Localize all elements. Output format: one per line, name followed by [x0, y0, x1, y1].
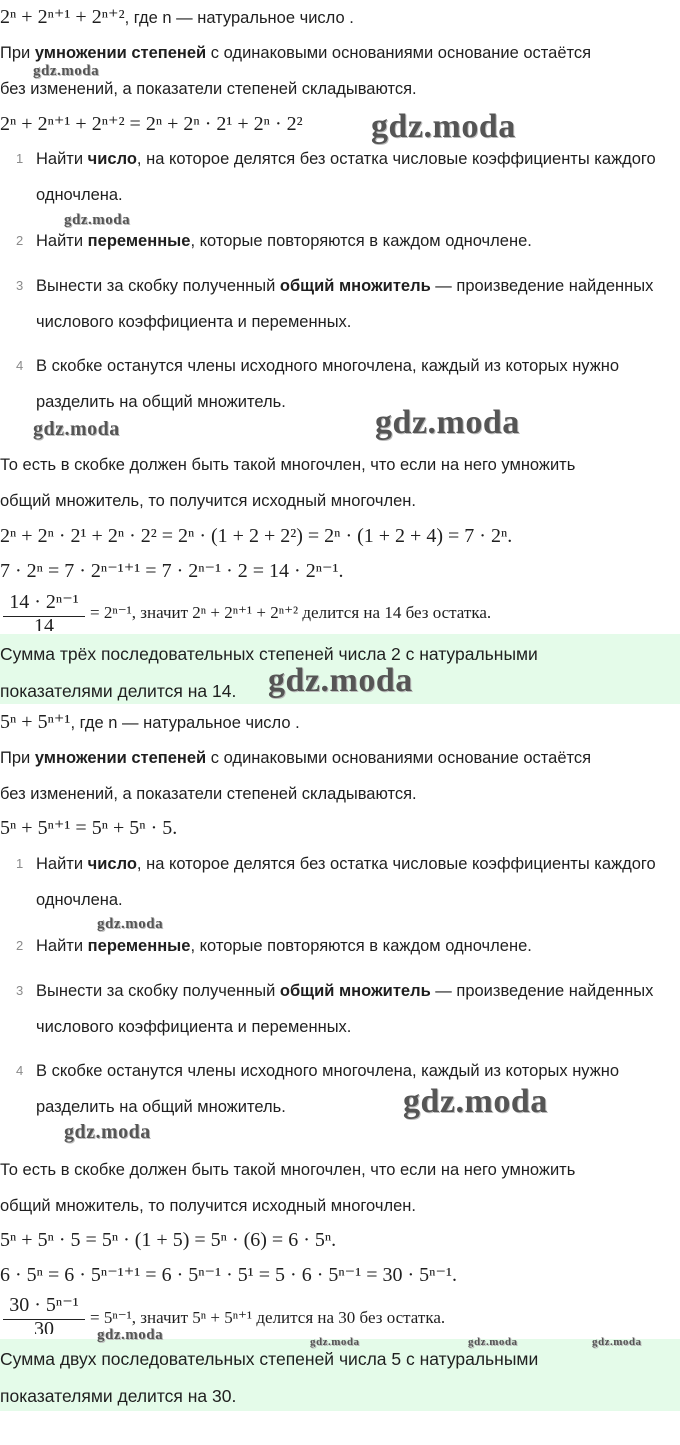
step-text: В скобке останутся члены исходного многочлена, каждый из которых нужно разделить на общий множитель.: [36, 357, 620, 411]
equation-1-2: 2ⁿ + 2ⁿ · 2¹ + 2ⁿ · 2² = 2ⁿ · (1 + 2 + 2²) = 2ⁿ · (1 + 2 + 4) = 7 · 2ⁿ.: [0, 525, 513, 547]
rule-pre: При: [0, 749, 35, 767]
equation-2-3: 6 · 5ⁿ = 6 · 5ⁿ⁻¹⁺¹ = 6 · 5ⁿ⁻¹ · 5¹ = 5 · 6 · 5ⁿ⁻¹ = 30 · 5ⁿ⁻¹.: [0, 1264, 457, 1286]
rule-line-1b: [0, 747, 680, 769]
watermark: gdz.moda: [592, 1336, 642, 1348]
step-text: В скобке останутся члены исходного многочлена, каждый из которых нужно разделить на общий множитель.: [36, 1062, 620, 1116]
fraction-denominator: 30: [34, 1322, 54, 1334]
rule-line-2: без изменений, а показатели степеней складываются.: [0, 80, 417, 98]
rule-post: с одинаковыми основаниями основание остаётся: [206, 749, 592, 767]
fraction-2: [3, 1292, 85, 1334]
rule-bold: умножении степеней: [34, 44, 207, 62]
step-text: Вынести за скобку полученный общий множитель — произведение найденных числового коэффициента и переменных.: [36, 277, 654, 331]
watermark: gdz.moda: [403, 1083, 548, 1120]
watermark: gdz.moda: [268, 662, 413, 699]
statement-1: [0, 6, 680, 29]
explain-line-2: общий множитель, то получится исходный многочлен.: [0, 492, 416, 510]
step-text: Найти число, на которое делятся без остатка числовые коэффициенты каждого одночлена.: [36, 855, 656, 909]
step-text: Найти переменные, которые повторяются в каждом одночлене.: [36, 232, 532, 250]
step-number: 3: [16, 983, 24, 998]
explain-line-2b: общий множитель, то получится исходный многочлен.: [0, 1197, 416, 1215]
step-text: Найти переменные, которые повторяются в каждом одночлене.: [36, 937, 532, 955]
watermark: gdz.moda: [310, 1336, 360, 1348]
watermark: gdz.moda: [64, 212, 131, 228]
fraction-2-tail: = 5ⁿ⁻¹, значит 5ⁿ + 5ⁿ⁺¹ делится на 30 без остатка.: [90, 1308, 446, 1327]
explain-line-1: То есть в скобке должен быть такой многочлен, что если на него умножить: [0, 456, 576, 474]
statement-1-math: 2ⁿ + 2ⁿ⁺¹ + 2ⁿ⁺²: [0, 6, 125, 28]
fraction-1-tail: = 2ⁿ⁻¹, значит 2ⁿ + 2ⁿ⁺¹ + 2ⁿ⁺² делится на 14 без остатка.: [90, 603, 492, 622]
equation-1-3: 7 · 2ⁿ = 7 · 2ⁿ⁻¹⁺¹ = 7 · 2ⁿ⁻¹ · 2 = 14 · 2ⁿ⁻¹.: [0, 560, 344, 582]
fraction-1: [3, 589, 85, 631]
watermark: gdz.moda: [375, 404, 520, 441]
explain-line-1b: То есть в скобке должен быть такой многочлен, что если на него умножить: [0, 1161, 576, 1179]
step-text: Вынести за скобку полученный общий множитель — произведение найденных числового коэффициента и переменных.: [36, 982, 654, 1036]
statement-1-text: , где n — натуральное число .: [124, 9, 354, 27]
conclusion-1-line-1: Сумма трёх последовательных степеней числа 2 с натуральными: [0, 644, 538, 664]
step-number: 1: [16, 151, 24, 166]
rule-pre: При: [0, 44, 35, 62]
conclusion-2-line-1: Сумма двух последовательных степеней числа 5 с натуральными: [0, 1349, 539, 1369]
equation-2-2: 5ⁿ + 5ⁿ · 5 = 5ⁿ · (1 + 5) = 5ⁿ · (6) = 6 · 5ⁿ.: [0, 1229, 337, 1251]
conclusion-1-line-2: показателями делится на 14.: [0, 681, 237, 701]
rule-bold: умножении степеней: [34, 749, 207, 767]
fraction-numerator: 30 · 5ⁿ⁻¹: [9, 1294, 79, 1316]
step-number: 3: [16, 278, 24, 293]
fraction-denominator: 14: [34, 619, 54, 631]
watermark: gdz.moda: [468, 1336, 518, 1348]
watermark: gdz.moda: [97, 916, 164, 932]
statement-2-math: 5ⁿ + 5ⁿ⁺¹: [0, 711, 71, 733]
step-number: 4: [16, 358, 24, 373]
equation-1-1: 2ⁿ + 2ⁿ⁺¹ + 2ⁿ⁺² = 2ⁿ + 2ⁿ · 2¹ + 2ⁿ · 2²: [0, 113, 303, 135]
step-number: 4: [16, 1063, 24, 1078]
watermark: gdz.moda: [33, 418, 120, 440]
watermark: gdz.moda: [64, 1121, 151, 1143]
watermark: gdz.moda: [97, 1327, 164, 1343]
rule-post: с одинаковыми основаниями основание остаётся: [206, 44, 592, 62]
watermark: gdz.moda: [33, 63, 100, 79]
rule-line-2b: без изменений, а показатели степеней складываются.: [0, 785, 417, 803]
statement-2: [0, 711, 680, 734]
fraction-numerator: 14 · 2ⁿ⁻¹: [9, 591, 79, 613]
step-number: 2: [16, 233, 24, 248]
step-number: 1: [16, 856, 24, 871]
rule-line-1: [0, 42, 680, 64]
watermark: gdz.moda: [371, 108, 516, 145]
conclusion-2-line-2: показателями делится на 30.: [0, 1386, 237, 1406]
step-text: Найти число, на которое делятся без остатка числовые коэффициенты каждого одночлена.: [36, 150, 656, 204]
conclusion-box-2: [0, 1339, 680, 1411]
step-number: 2: [16, 938, 24, 953]
equation-2-1: 5ⁿ + 5ⁿ⁺¹ = 5ⁿ + 5ⁿ · 5.: [0, 817, 178, 839]
statement-2-text: , где n — натуральное число .: [70, 714, 300, 732]
